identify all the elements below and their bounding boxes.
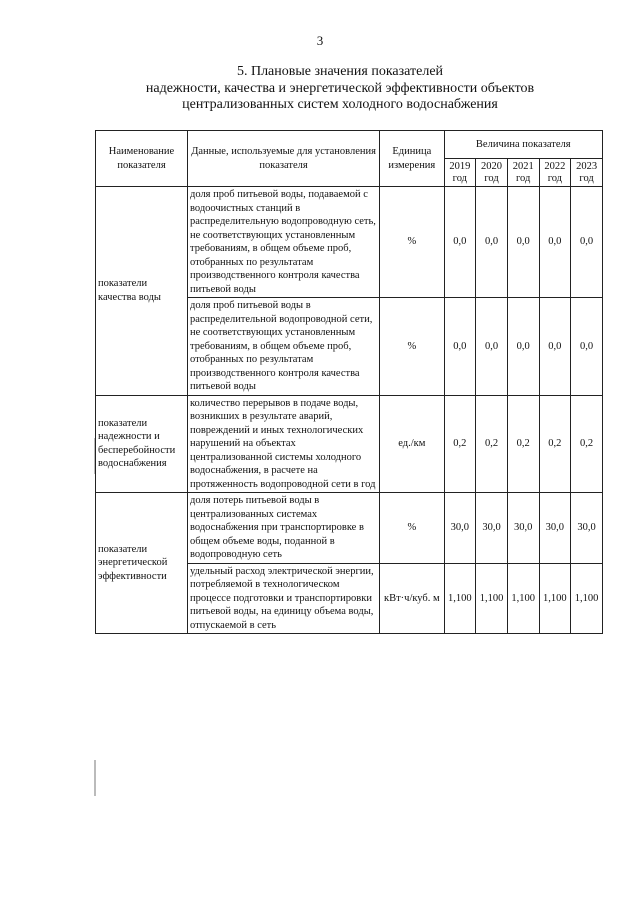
page-mark — [94, 760, 96, 796]
group-name: показатели качества воды — [96, 187, 188, 396]
title-line-3: централизованных систем холодного водоснабжения — [182, 97, 498, 112]
row-value: 30,0 — [507, 493, 539, 564]
row-value: 0,0 — [571, 298, 603, 396]
row-value: 0,0 — [444, 187, 476, 298]
row-value: 1,100 — [444, 563, 476, 634]
row-description: количество перерывов в подаче воды, возникших в результате аварий, повреждений и иных технологических нарушений на объектах централизованной системы холодного водоснабжения, в расчете на протяженность водопроводной сети в год — [187, 395, 379, 493]
row-value: 30,0 — [571, 493, 603, 564]
row-value: 0,2 — [476, 395, 508, 493]
row-unit: кВт·ч/куб. м — [380, 563, 444, 634]
row-value: 30,0 — [444, 493, 476, 564]
header-value-group: Величина показателя — [444, 131, 602, 159]
row-description: доля проб питьевой воды в распределительной водопроводной сети, не соответствующих установленным требованиям, в общем объеме проб, отобранных по результатам производственного контроля качества питьевой воды — [187, 298, 379, 396]
row-description: доля потерь питьевой воды в централизованных системах водоснабжения при транспортировке в общем объеме воды, поданной в водопроводную сеть — [187, 493, 379, 564]
page-number: 3 — [316, 33, 324, 48]
row-value: 0,0 — [476, 187, 508, 298]
table-row — [96, 395, 603, 493]
header-year: 2020 год — [476, 159, 508, 187]
row-value: 0,2 — [507, 395, 539, 493]
row-unit: % — [380, 187, 444, 298]
row-value: 0,0 — [539, 187, 571, 298]
indicators-table — [95, 130, 603, 634]
title-line-1: 5. Плановые значения показателей — [236, 64, 444, 79]
header-unit: Единица измерения — [380, 131, 444, 187]
row-description: удельный расход электрической энергии, потребляемой в технологическом процессе подготовки и транспортировки питьевой воды, на единицу объема воды, отпускаемой в сеть — [187, 563, 379, 634]
title-line-2: надежности, качества и энергетической эффективности объектов — [145, 80, 535, 96]
row-value: 0,0 — [507, 187, 539, 298]
header-name: Наименование показателя — [96, 131, 188, 187]
row-value: 0,0 — [444, 298, 476, 396]
row-description: доля проб питьевой воды, подаваемой с водоочистных станций в распределительную водопроводную сеть, не соответствующих установленным требованиям, в общем объеме проб, отобранных по результатам производственного контроля качества питьевой воды — [187, 187, 379, 298]
row-value: 0,2 — [539, 395, 571, 493]
table-row — [96, 187, 603, 298]
row-value: 1,100 — [539, 563, 571, 634]
row-unit: % — [380, 298, 444, 396]
row-value: 0,2 — [571, 395, 603, 493]
row-value: 1,100 — [571, 563, 603, 634]
document-title — [60, 64, 620, 114]
row-value: 1,100 — [507, 563, 539, 634]
row-value: 0,0 — [476, 298, 508, 396]
row-value: 0,2 — [444, 395, 476, 493]
row-value: 0,0 — [571, 187, 603, 298]
header-year: 2021 год — [507, 159, 539, 187]
header-year: 2023 год — [571, 159, 603, 187]
row-value: 0,0 — [507, 298, 539, 396]
group-name: показатели энергетической эффективности — [96, 493, 188, 634]
row-value: 1,100 — [476, 563, 508, 634]
row-unit: ед./км — [380, 395, 444, 493]
header-year: 2019 год — [444, 159, 476, 187]
header-year: 2022 год — [539, 159, 571, 187]
table-row — [96, 493, 603, 564]
row-unit: % — [380, 493, 444, 564]
row-value: 30,0 — [476, 493, 508, 564]
header-data: Данные, используемые для установления показателя — [187, 131, 379, 187]
group-name: показатели надежности и бесперебойности водоснабжения — [96, 395, 188, 493]
row-value: 30,0 — [539, 493, 571, 564]
row-value: 0,0 — [539, 298, 571, 396]
